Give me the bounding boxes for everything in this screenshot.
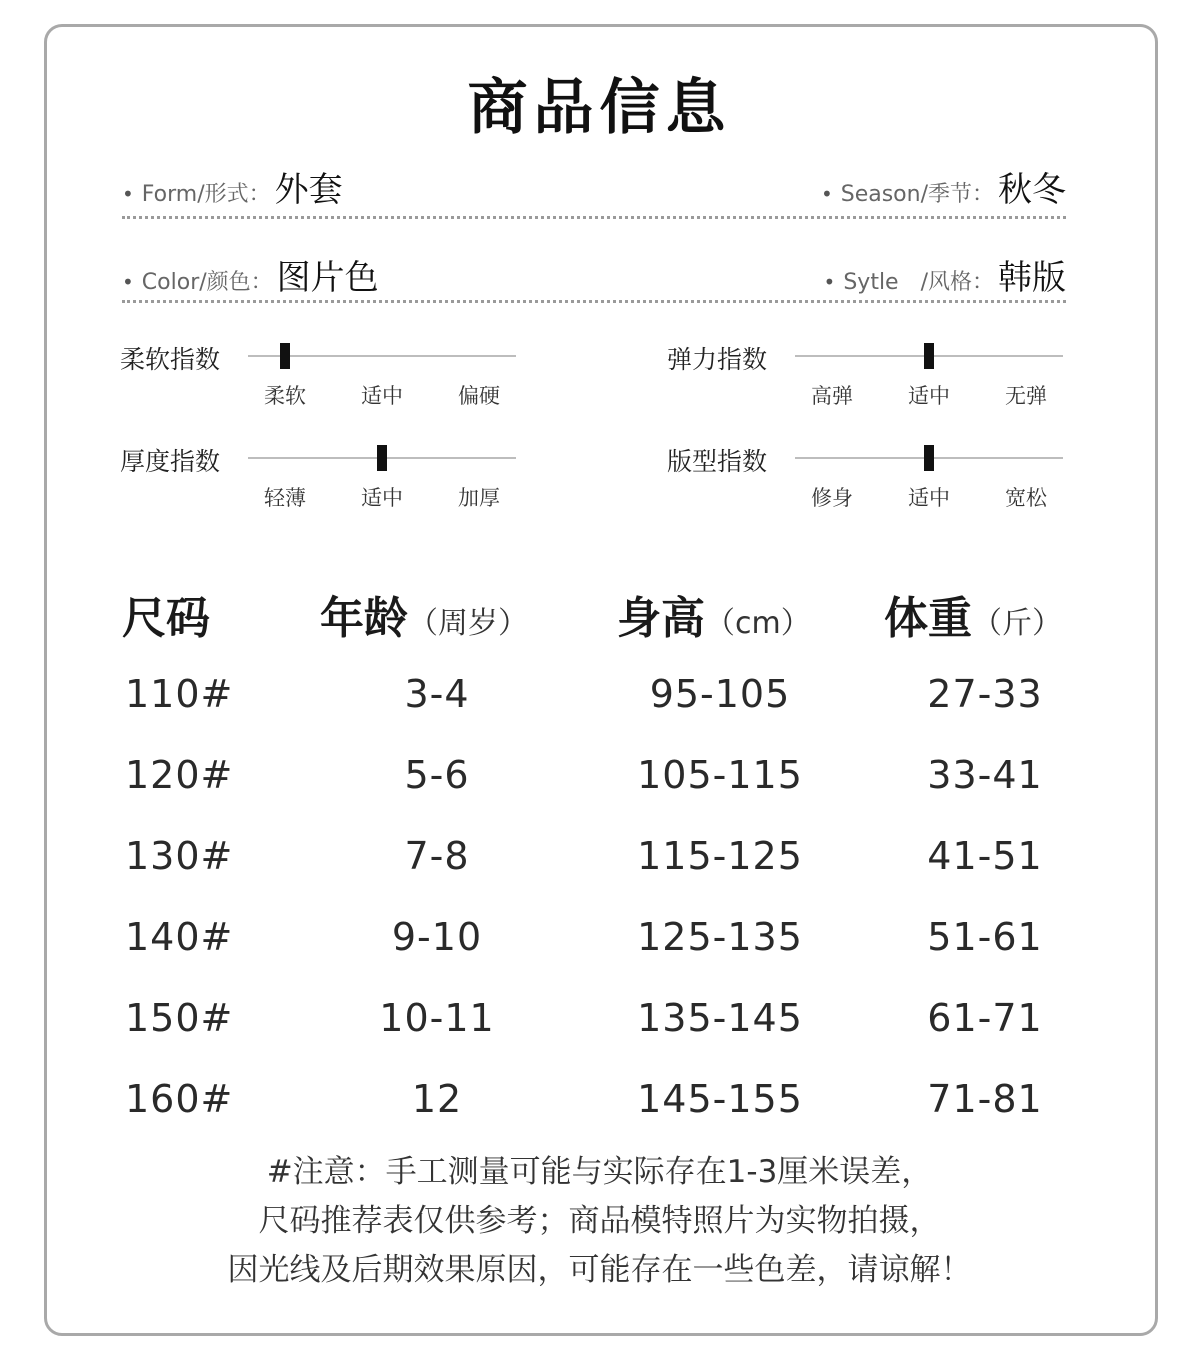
form-label: Form/形式：: [141, 182, 271, 207]
cell-age: 5-6: [404, 753, 470, 797]
index-name: 版型指数: [667, 447, 768, 476]
season-value: 秋冬: [998, 170, 1066, 210]
cell-size: 120#: [125, 753, 234, 797]
info-row-form-season: [122, 162, 1066, 222]
page-title: 商品信息: [467, 73, 732, 143]
cell-weight: 27-33: [927, 672, 1043, 716]
cell-size: 160#: [125, 1077, 234, 1121]
index-name: 柔软指数: [120, 345, 221, 374]
index-marker: [924, 343, 934, 369]
cell-age: 7-8: [404, 834, 470, 878]
style-value: 韩版: [998, 258, 1066, 298]
index-name: 弹力指数: [667, 345, 768, 374]
cell-weight: 71-81: [927, 1077, 1043, 1121]
cell-height: 145-155: [637, 1077, 803, 1121]
index-softness: [120, 340, 520, 440]
note-line-1: #注意：手工测量可能与实际存在1-3厘米误差，: [266, 1154, 933, 1190]
info-color: [122, 250, 379, 299]
index-thickness: [120, 442, 520, 542]
note-line-3: 因光线及后期效果原因，可能存在一些色差，请谅解！: [227, 1252, 972, 1288]
index-option-1: 适中: [361, 486, 403, 510]
index-option-1: 适中: [908, 384, 950, 408]
cell-height: 135-145: [637, 996, 803, 1040]
cell-age: 3-4: [404, 672, 470, 716]
header-height: 身高（cm）: [617, 593, 811, 644]
header-size: 尺码: [122, 593, 210, 644]
index-option-0: 修身: [811, 486, 853, 510]
cell-size: 150#: [125, 996, 234, 1040]
cell-weight: 51-61: [927, 915, 1043, 959]
cell-weight: 33-41: [927, 753, 1043, 797]
cell-weight: 41-51: [927, 834, 1043, 878]
bullet-icon: •: [820, 182, 833, 206]
cell-age: 9-10: [391, 915, 483, 959]
color-value: 图片色: [276, 258, 379, 298]
cell-height: 95-105: [649, 672, 791, 716]
index-option-1: 适中: [361, 384, 403, 408]
index-elasticity: [667, 340, 1067, 440]
cell-size: 140#: [125, 915, 234, 959]
index-name: 厚度指数: [120, 447, 221, 476]
header-weight: 体重（斤）: [884, 593, 1062, 644]
color-label: Color/颜色：: [141, 270, 273, 295]
cell-weight: 61-71: [927, 996, 1043, 1040]
index-option-2: 宽松: [1005, 486, 1047, 510]
cell-size: 110#: [125, 672, 234, 716]
header-age: 年龄（周岁）: [320, 593, 528, 644]
info-season: [821, 162, 1066, 211]
index-option-2: 偏硬: [458, 384, 500, 408]
season-label: Season/季节：: [840, 182, 994, 207]
bullet-icon: •: [122, 270, 134, 294]
index-marker: [280, 343, 290, 369]
style-label: Sytle /风格：: [843, 270, 994, 295]
index-fit: [667, 442, 1067, 542]
index-option-1: 适中: [908, 486, 950, 510]
form-value: 外套: [274, 170, 343, 210]
index-option-0: 柔软: [264, 384, 306, 408]
index-option-0: 轻薄: [264, 486, 306, 510]
index-marker: [924, 445, 934, 471]
index-option-2: 加厚: [458, 486, 500, 510]
cell-age: 12: [411, 1077, 463, 1121]
bullet-icon: •: [122, 182, 134, 206]
index-marker: [377, 445, 387, 471]
cell-size: 130#: [125, 834, 234, 878]
note-line-2: 尺码推荐表仅供参考；商品模特照片为实物拍摄，: [258, 1203, 941, 1239]
cell-height: 115-125: [637, 834, 803, 878]
bullet-icon: •: [823, 270, 836, 294]
dotted-divider: [122, 216, 1066, 219]
index-option-2: 无弹: [1005, 384, 1047, 408]
dotted-divider: [122, 300, 1066, 303]
cell-age: 10-11: [379, 996, 495, 1040]
cell-height: 105-115: [637, 753, 803, 797]
cell-height: 125-135: [637, 915, 803, 959]
info-form: [122, 162, 343, 211]
index-option-0: 高弹: [811, 384, 853, 408]
info-style: [824, 250, 1066, 299]
note: [0, 1148, 1199, 1295]
